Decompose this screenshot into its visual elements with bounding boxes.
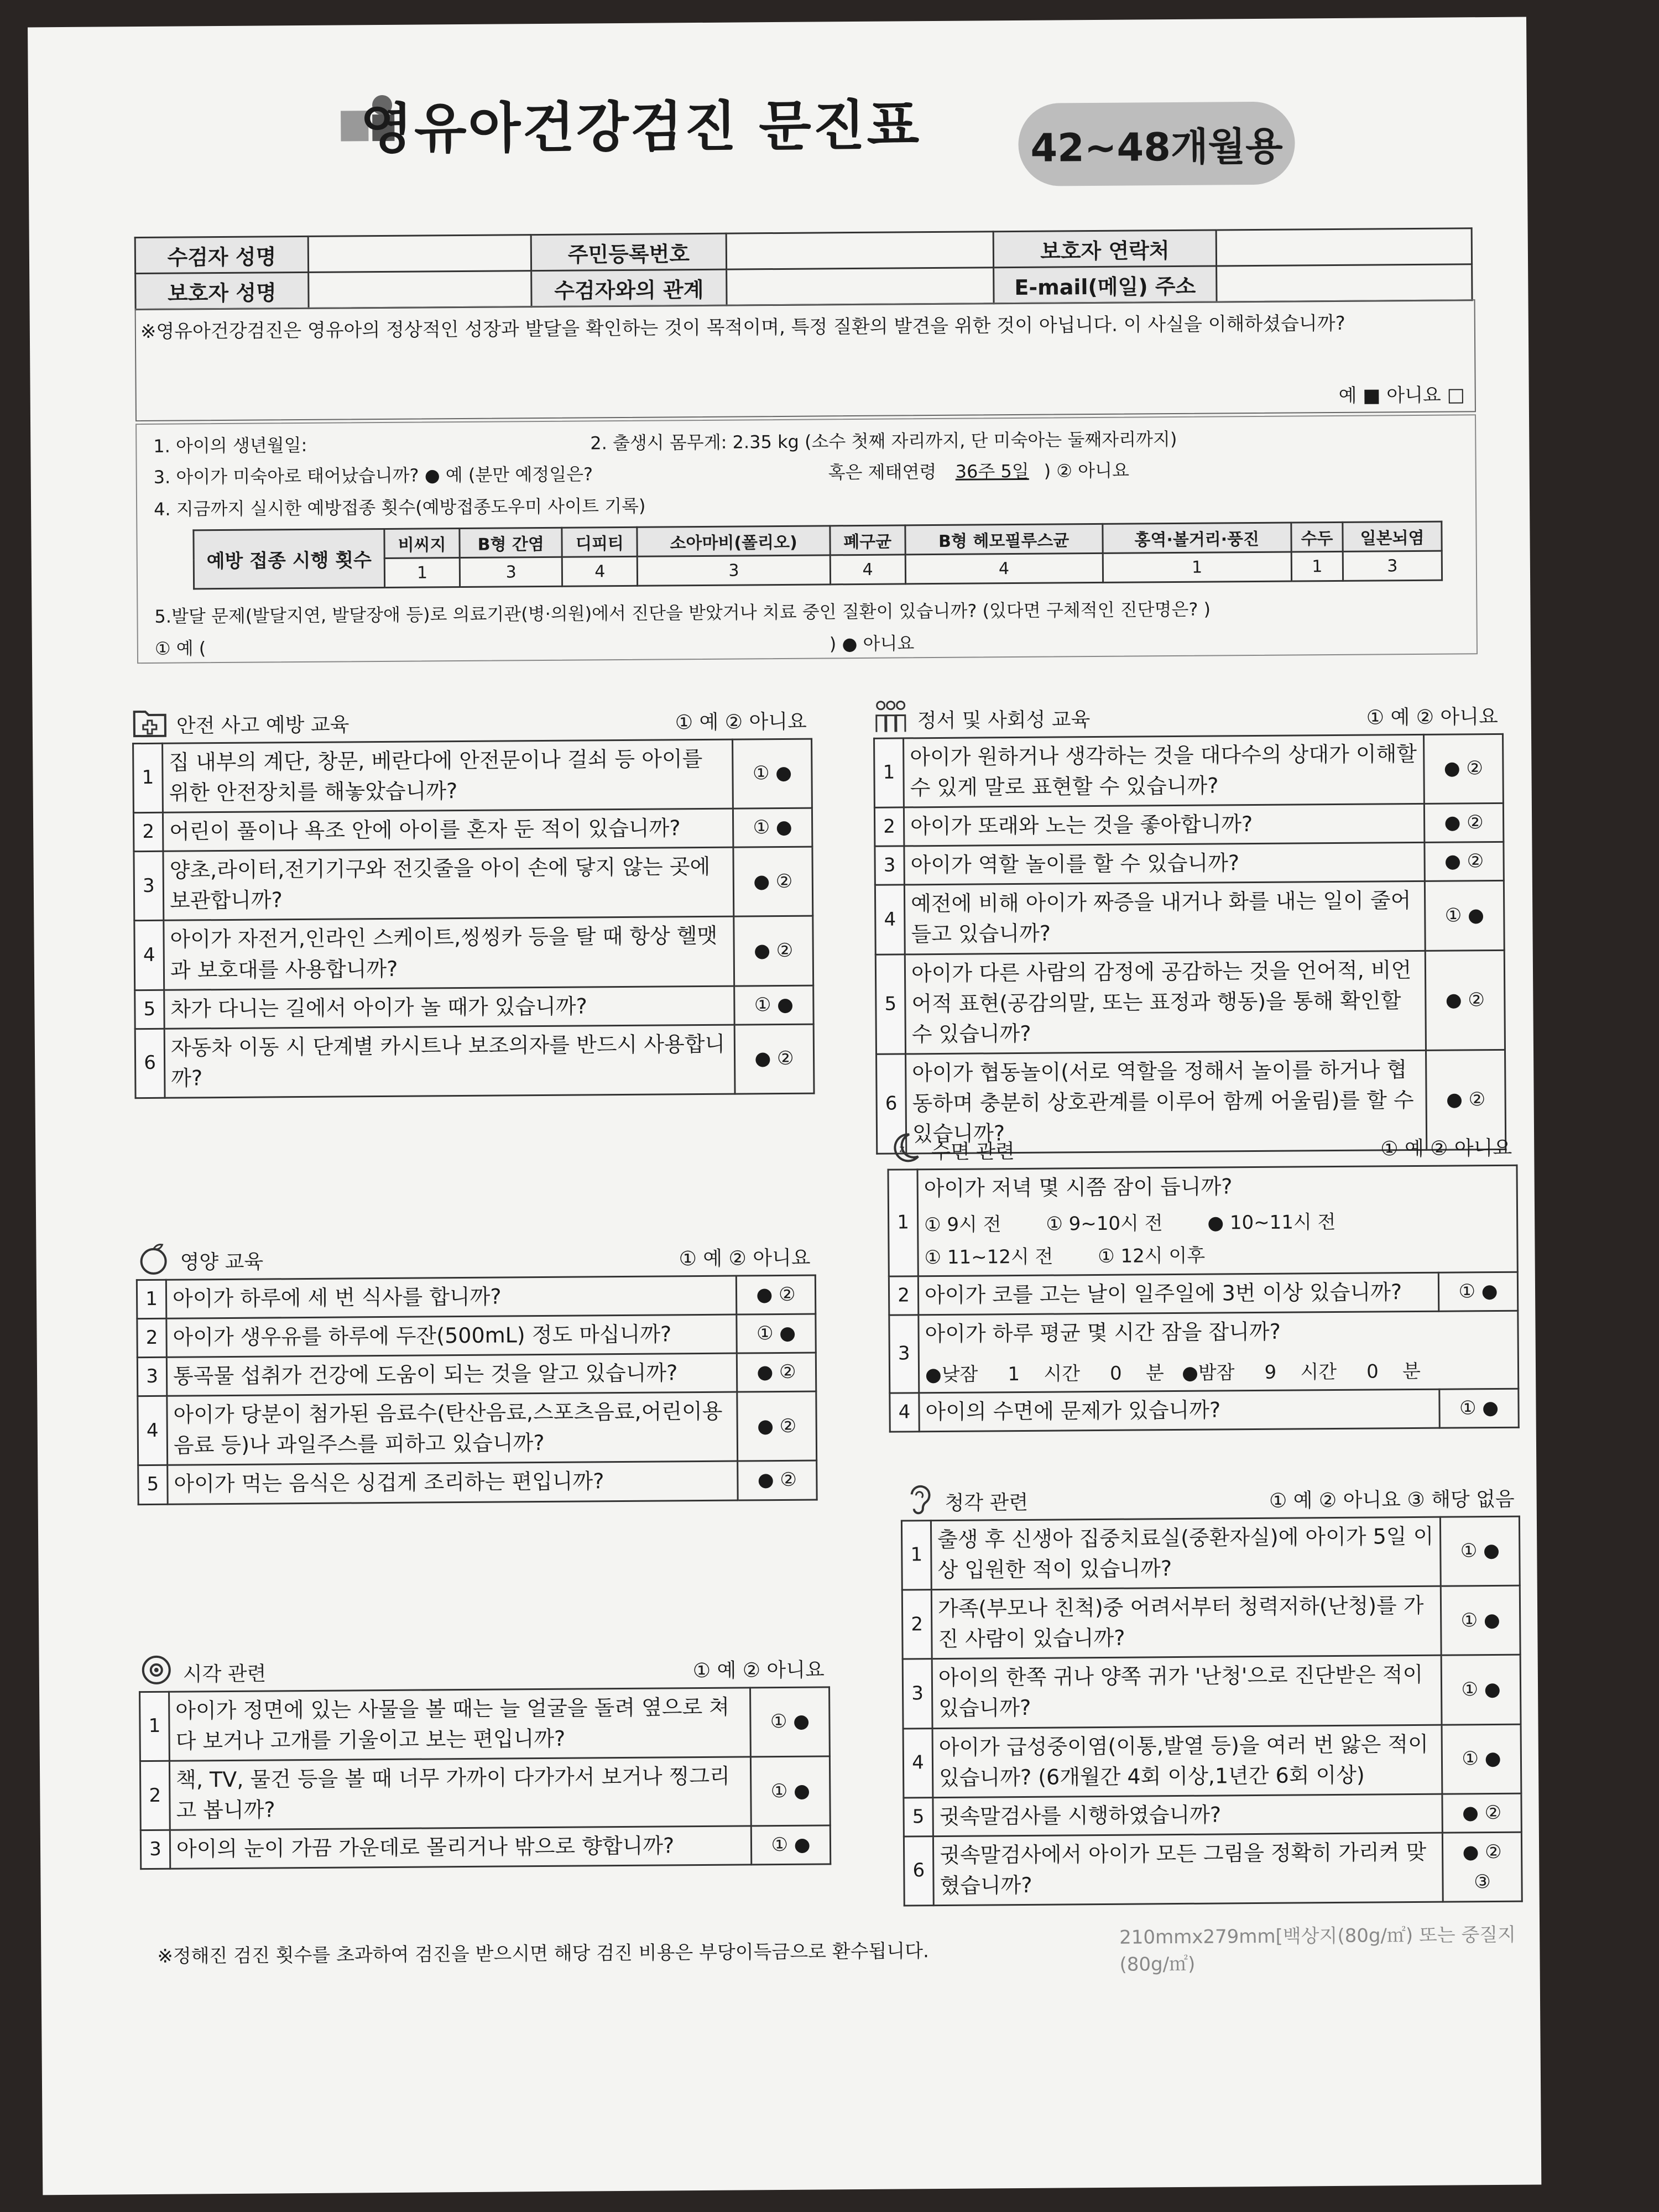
row-number: 6 [904,1836,933,1906]
nutrition-questions [136,1275,818,1505]
row-number: 3 [902,1659,932,1729]
table-row [904,1793,1521,1837]
question-text: 아이가 생우유를 하루에 두잔(500mL) 정도 마십니까? [166,1314,737,1357]
question-text: 집 내부의 계단, 창문, 베란다에 안전문이나 걸쇠 등 아이를 위한 안전장치를 해놓았습니까? [163,739,733,812]
table-row [902,1585,1520,1659]
development-question: 5.발달 문제(발달지연, 발달장애 등)로 의료기관(병·의원)에서 진단을 받았거나 치료 중인 질환이 있습니까? (있다면 구체적인 진단명은? ) [154,598,1211,627]
answer-choice[interactable]: ● ② [734,916,813,986]
sleep-hours-detail[interactable]: ●낮잠 1 시간 0 분 ●밤잠 9 시간 0 분 [925,1360,1421,1386]
premature-question: 3. 아이가 미숙아로 태어났습니까? ● 예 (분만 예정일은? [153,463,593,488]
age-badge: 42~48개월용 [1018,101,1295,186]
vaccine-name: B형 헤모필루스균 [905,524,1103,554]
vision-section [139,1647,832,1870]
gestational-age-value: 36주 5일 [955,460,1029,482]
resident-number-field[interactable] [726,232,993,269]
answer-choice[interactable]: ① ● [1438,1272,1517,1311]
question-text: 아이가 다른 사람의 감정에 공감하는 것을 언어적, 비언어적 표현(공감의말, 또는 표정과 행동)을 통해 확인할 수 있습니까? [905,951,1426,1054]
section-title: 시각 관련 [182,1662,267,1686]
answer-legend: ① 예 ② 아니요 [1380,1136,1512,1161]
question-text: 아이가 역할 놀이를 할 수 있습니까? [904,843,1425,885]
examinee-name-label: 수검자 성명 [135,236,308,273]
row-number: 2 [902,1590,932,1660]
sleep-option[interactable]: ① 9~10시 전 [1046,1212,1163,1235]
vaccine-count[interactable]: 1 [1103,552,1292,582]
table-row [133,808,812,852]
email-label: E-mail(메일) 주소 [994,266,1217,304]
hearing-questions [901,1516,1523,1907]
table-row [904,1832,1522,1906]
question-text: 아이가 자전거,인라인 스케이트,씽씽카 등을 탈 때 항상 헬맷과 보호대를 사용합니까? [164,917,734,990]
table-row [875,950,1505,1054]
section-title: 영양 교육 [180,1250,264,1274]
footnote: ※정해진 검진 횟수를 초과하여 검진을 받으시면 해당 검진 비용은 부당이득금으로 환수됩니다. [157,1940,929,1968]
row-number: 4 [890,1393,919,1432]
vaccine-name: 비씨지 [384,529,460,559]
answer-choice[interactable]: ● ② [1426,1050,1506,1150]
section-title: 정서 및 사회성 교육 [917,708,1091,733]
answer-choice[interactable]: ● ② [736,1275,815,1314]
table-row [134,847,813,921]
vaccine-count[interactable]: 1 [384,558,460,588]
row-number: 4 [875,885,905,954]
answer-choice[interactable]: ① ● [733,739,812,808]
emotion-section [873,695,1507,1155]
answer-choice[interactable]: ① ● [734,985,813,1025]
basic-info-section [135,414,1478,664]
answer-choice[interactable]: ① ● [1439,1389,1519,1428]
question-text: 귓속말검사에서 아이가 모든 그림을 정확히 가리켜 맞혔습니까? [933,1833,1443,1906]
guardian-name-field[interactable] [309,271,531,309]
question-text: 책, TV, 물건 등을 볼 때 너무 가까이 다가가서 보거나 찡그리고 봅니까? [169,1757,751,1830]
table-row [874,734,1504,807]
email-field[interactable] [1217,264,1472,302]
guardian-phone-label: 보호자 연락처 [993,230,1216,268]
question-text: 통곡물 섭취가 건강에 도움이 되는 것을 알고 있습니까? [166,1353,737,1396]
question-text: 아이의 눈이 가끔 가운데로 몰리거나 밖으로 향합니까? [170,1826,751,1869]
answer-choice[interactable]: ● ② [1425,950,1505,1050]
row-number: 2 [137,1318,166,1357]
answer-choice[interactable]: ① ● [1441,1585,1520,1655]
first-aid-folder-icon [132,704,168,739]
sleep-zz-icon [887,1130,922,1165]
row-number: 3 [875,846,904,885]
table-row [889,1311,1519,1393]
answer-choice[interactable]: ① ● [737,1314,816,1353]
answer-choice[interactable]: ● ② [737,1353,816,1392]
gestational-age-label: 혹은 제태연령 [828,461,937,483]
relationship-label: 수검자와의 관계 [531,269,727,306]
answer-choice[interactable]: ● ② [734,1024,814,1094]
vaccine-name: B형 간염 [460,528,562,557]
vaccine-count[interactable]: 4 [830,555,905,585]
sleep-option[interactable]: ① 12시 이후 [1098,1245,1206,1268]
table-row [889,1272,1517,1315]
table-row [890,1389,1519,1432]
safety-section [132,700,815,1099]
vaccine-count[interactable]: 3 [638,555,831,586]
question-text: 아이의 한쪽 귀나 양쪽 귀가 '난청'으로 진단받은 적이 있습니까? [932,1656,1442,1729]
vaccine-name: 디피티 [562,527,637,557]
sleep-q1-cell [917,1165,1517,1276]
section-title: 수면 관련 [931,1140,1015,1164]
question-text: 아이가 정면에 있는 사물을 볼 때는 늘 얼굴을 돌려 옆으로 쳐다 보거나 고개를 기울이고 보는 편입니까? [169,1688,751,1761]
vaccine-count[interactable]: 4 [905,553,1103,583]
answer-choice[interactable]: ● ② [1424,734,1504,804]
answer-choice[interactable]: ① ● [1441,1655,1521,1725]
question-text: 귓속말검사를 시행하였습니까? [933,1794,1442,1837]
page-title: 영유아건강검진 문진표 [359,94,921,161]
table-row [874,804,1503,847]
answer-legend: ① 예 ② 아니요 ③ 해당 없음 [1269,1488,1515,1512]
question-text: 예전에 비해 아이가 짜증을 내거나 화를 내는 일이 줄어들고 있습니까? [904,881,1425,954]
consent-options[interactable]: 예 ■ 아니요 □ [1338,384,1465,407]
vision-questions [139,1686,831,1870]
row-number: 5 [875,954,905,1054]
question-text: 자동차 이동 시 단계별 카시트나 보조의자를 반드시 사용합니까? [164,1025,735,1098]
consent-notice-text: ※영유아건강검진은 영유아의 정상적인 성장과 발달을 확인하는 것이 목적이며, 특정 질환의 발견을 위한 것이 아닙니다. 이 사실을 이해하셨습니까? [140,312,1345,343]
vaccination-question: 4. 지금까지 실시한 예방접종 횟수(예방접종도우미 사이트 기록) [153,495,646,520]
row-number: 1 [901,1521,931,1590]
question-text: 아이가 먹는 음식은 싱겁게 조리하는 편입니까? [168,1462,738,1504]
row-number: 4 [903,1728,933,1798]
answer-choice[interactable]: ① ● [733,808,812,847]
answer-choice[interactable]: ● ② [737,1391,817,1461]
svg-text:z: z [899,1143,905,1155]
row-number: 6 [877,1054,906,1154]
personal-info-table [134,227,1473,310]
row-number: 1 [874,738,904,808]
section-title: 청각 관련 [945,1491,1029,1515]
row-number: 3 [889,1315,919,1394]
answer-legend: ① 예 ② 아니요 [675,710,807,734]
table-row [137,1275,815,1319]
question-text: 아이가 코를 고는 날이 일주일에 3번 이상 있습니까? [918,1272,1438,1315]
answer-choice[interactable]: ① ● [1442,1724,1521,1794]
examinee-name-field[interactable] [308,235,531,273]
table-row [140,1687,830,1761]
vaccine-count[interactable]: 1 [1291,551,1343,581]
row-number: 1 [888,1170,918,1276]
guardian-name-label: 보호자 성명 [135,272,309,309]
answer-choice[interactable]: ● ② [1425,842,1504,881]
vaccine-name: 소아마비(폴리오) [637,526,830,556]
question-text: 양초,라이터,전기기구와 전깃줄을 아이 손에 닿지 않는 곳에 보관합니까? [163,847,734,920]
row-number: 3 [137,1357,166,1396]
answer-choice[interactable]: ● ② ③ [1442,1832,1522,1902]
answer-choice[interactable]: ● ② [1442,1793,1521,1833]
vaccine-count[interactable]: 3 [460,557,562,587]
sleep-option[interactable]: ● 10~11시 전 [1207,1211,1336,1234]
eye-icon [139,1652,174,1688]
question-text: 아이가 저녁 몇 시쯤 잠이 듭니까? [924,1174,1233,1201]
question-text: 아이가 하루 평균 몇 시간 잠을 잡니까? [925,1319,1281,1346]
relationship-field[interactable] [727,268,994,305]
answer-choice[interactable]: ● ② [738,1461,817,1500]
vaccine-name: 수두 [1291,522,1343,552]
row-number: 4 [134,921,164,990]
birthdate-question: 1. 아이의 생년월일: [153,434,307,457]
nutrition-section [135,1236,817,1505]
safety-questions [132,738,815,1099]
vaccination-table [192,521,1443,590]
answer-legend: ① 예 ② 아니요 [692,1658,825,1683]
row-number: 4 [138,1396,168,1466]
table-row [138,1461,817,1505]
vaccine-count[interactable]: 3 [1343,551,1442,581]
table-row [888,1165,1517,1276]
answer-legend: ① 예 ② 아니요 [1366,705,1498,729]
row-number: 5 [904,1797,933,1836]
question-text: 출생 후 신생아 집중치료실(중환자실)에 아이가 5일 이상 입원한 적이 있습니까? [931,1517,1441,1590]
answer-choice[interactable]: ① ● [1425,881,1504,951]
answer-choice[interactable]: ① ● [750,1687,830,1757]
answer-choice[interactable]: ① ● [751,1825,830,1865]
sleep-option[interactable]: ① 11~12시 전 [924,1245,1053,1269]
sleep-questions [887,1165,1519,1433]
row-number: 5 [135,990,164,1029]
row-number: 1 [137,1280,166,1318]
table-row [901,1516,1520,1590]
row-number: 2 [889,1276,918,1314]
question-text: 아이가 협동놀이(서로 역할을 정해서 놀이를 하거나 협동하며 충분히 상호관계를 이루어 함께 어울림)를 할 수 있습니까? [906,1050,1427,1154]
table-row [133,739,812,813]
premature-no-option: ) ② 아니요 [1044,460,1130,482]
answer-choice[interactable]: ● ② [1424,804,1503,843]
hearing-section [900,1477,1522,1907]
orange-fruit-icon [135,1240,171,1276]
table-row [135,985,813,1029]
table-row [875,842,1504,885]
question-text: 아이가 당분이 첨가된 음료수(탄산음료,스포츠음료,어린이용음료 등)나 과일주스를 피하고 있습니까? [167,1392,738,1465]
row-number: 3 [140,1830,170,1869]
row-number: 6 [135,1029,165,1098]
table-row [140,1825,830,1869]
people-icon [873,698,909,734]
sleep-q3-cell [919,1311,1519,1393]
answer-legend: ① 예 ② 아니요 [679,1246,811,1271]
question-text: 가족(부모나 친척)중 어려서부터 청력저하(난청)를 가진 사람이 있습니까? [931,1586,1441,1659]
ear-icon [900,1481,936,1516]
question-text: 아이가 원하거나 생각하는 것을 대다수의 상대가 이해할 수 있게 말로 표현할 수 있습니까? [904,734,1425,807]
table-row [137,1353,816,1396]
vaccine-name: 일본뇌염 [1343,521,1442,551]
sleep-option[interactable]: ① 9시 전 [924,1213,1001,1237]
answer-choice[interactable]: ● ② [733,847,813,916]
question-text: 어린이 풀이나 욕조 안에 아이를 혼자 둔 적이 있습니까? [163,808,733,851]
vaccine-name: 홍역·볼거리·풍진 [1102,523,1291,553]
section-title: 안전 사고 예방 교육 [176,713,349,738]
question-text: 아이의 수면에 문제가 있습니까? [919,1389,1439,1432]
sleep-section [887,1126,1520,1433]
vaccine-name: 폐구균 [830,525,905,555]
question-text: 아이가 하루에 세 번 식사를 합니까? [166,1276,736,1318]
question-text: 차가 다니는 길에서 아이가 놀 때가 있습니까? [164,986,734,1029]
table-row [875,881,1504,954]
row-number: 5 [138,1465,168,1504]
row-number: 3 [134,852,164,921]
table-row [138,1391,817,1465]
row-number: 1 [140,1692,170,1761]
development-yes-option[interactable]: ① 예 ( [154,638,206,659]
row-number: 2 [133,812,163,851]
paper-spec: 210mmx279mm[백상지(80g/㎡) 또는 중질지(80g/㎡) [1119,1923,1516,1976]
answer-choice[interactable]: ① ● [750,1756,830,1826]
table-row [134,916,813,990]
development-no-option[interactable]: ) ● 아니요 [829,633,915,655]
consent-notice [135,299,1476,421]
vaccine-count[interactable]: 4 [562,556,638,586]
birth-weight-question: 2. 출생시 몸무게: 2.35 kg (소수 첫째 자리까지, 단 미숙아는 둘째자리까지) [590,428,1177,454]
resident-number-label: 주민등록번호 [531,233,726,270]
questionnaire-sheet [28,17,1541,2195]
question-text: 아이가 급성중이염(이통,발열 등)을 여러 번 앓은 적이 있습니까? (6개월간 4회 이상,1년간 6회 이상) [932,1725,1442,1798]
table-row [137,1314,816,1358]
question-text: 아이가 또래와 노는 것을 좋아합니까? [904,804,1424,847]
row-number: 2 [874,807,904,846]
guardian-phone-field[interactable] [1216,228,1472,266]
table-row [140,1756,830,1830]
table-row [135,1024,814,1098]
row-number: 2 [140,1761,170,1830]
vaccination-count-label: 예방 접종 시행 횟수 [194,529,385,588]
answer-choice[interactable]: ① ● [1440,1516,1520,1586]
emotion-questions [873,733,1506,1155]
row-number: 1 [133,743,163,813]
table-row [902,1655,1521,1729]
table-row [903,1724,1521,1798]
